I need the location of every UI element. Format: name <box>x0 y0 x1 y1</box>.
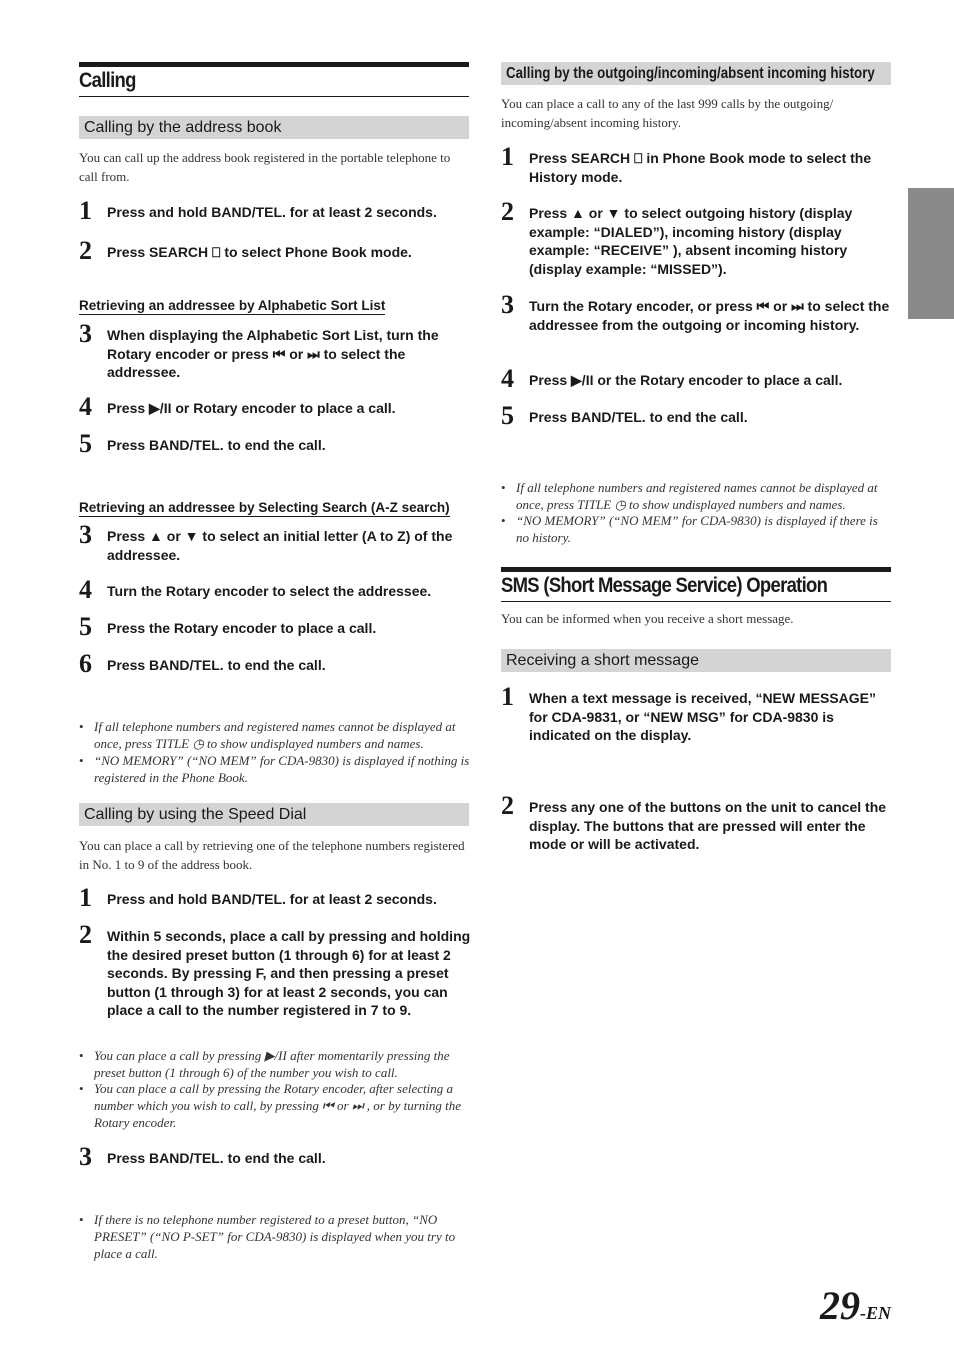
step-text: When a text message is received, “NEW MESSAGE” for CDA-9831, or “NEW MSG” for CDA-9830 is indicated on the display. <box>529 690 877 743</box>
step-number: 3 <box>79 520 92 549</box>
note: • “NO MEMORY” (“NO MEM” for CDA-9830) is displayed if nothing is registered in the Phone Book. <box>79 753 470 785</box>
address-book-header: Calling by the address book <box>79 116 469 139</box>
step-text: Press BAND/TEL. to end the call. <box>529 409 748 425</box>
step-number: 5 <box>79 429 92 458</box>
step-number: 3 <box>79 1142 92 1171</box>
step-number: 1 <box>79 196 92 225</box>
step <box>501 401 893 430</box>
sms-intro: You can be informed when you receive a short message. <box>501 611 794 626</box>
step <box>501 364 893 393</box>
step <box>79 520 471 564</box>
step-text: Within 5 seconds, place a call by pressing and holding the desired preset button (1 through 6) for at least 2 seconds. By pressing F, and then pressing a preset button (1 through 3) for at least 2 seconds, you can place a call to the number registered in 7 to 9. <box>107 928 471 1018</box>
step-text: Press and hold BAND/TEL. for at least 2 seconds. <box>107 204 437 220</box>
calling-heading: Calling <box>79 62 469 97</box>
step-number: 2 <box>501 791 514 820</box>
step <box>79 575 471 604</box>
step-number: 4 <box>79 575 92 604</box>
alpha-sort-subheading: Retrieving an addressee by Alphabetic Sort List <box>79 298 386 313</box>
step-text: Press SEARCH ⎕ in Phone Book mode to select the History mode. <box>529 150 872 185</box>
step <box>79 883 471 912</box>
step-text: Press BAND/TEL. to end the call. <box>107 437 326 453</box>
speed-dial-header: Calling by using the Speed Dial <box>79 803 469 826</box>
step <box>501 682 893 745</box>
note: • If there is no telephone number registered to a preset button, “NO PRESET” (“NO P-SET” for CDA-9830) is displayed when you try to place a call. <box>79 1212 456 1261</box>
step-number: 1 <box>79 883 92 912</box>
step-text: Press SEARCH ⎕ to select Phone Book mode. <box>107 244 412 260</box>
note: • You can place a call by pressing ▶/II after momentarily pressing the preset button (1 through 6) of the number you wish to call. <box>79 1048 450 1080</box>
note: • If all telephone numbers and registered names cannot be displayed at once, press TITLE ◷ to show undisplayed numbers and names. <box>79 719 456 751</box>
step-number: 3 <box>501 290 514 319</box>
step <box>79 319 471 382</box>
step-number: 2 <box>501 197 514 226</box>
section-thumb-tab <box>908 188 954 319</box>
step <box>79 612 471 641</box>
step-text: Press ▶/II or Rotary encoder to place a call. <box>107 400 396 416</box>
step-text: Press and hold BAND/TEL. for at least 2 seconds. <box>107 891 437 907</box>
step-number: 1 <box>501 142 514 171</box>
step <box>501 197 893 278</box>
step-text: When displaying the Alphabetic Sort List, turn the Rotary encoder or press ⏮ or ⏭ to select the addressee. <box>107 327 439 380</box>
step-number: 1 <box>501 682 514 711</box>
history-intro: You can place a call to any of the last 999 calls by the outgoing/ incoming/absent incoming history. <box>501 96 834 130</box>
step <box>79 920 471 1020</box>
step-text: Press ▶/II or the Rotary encoder to place a call. <box>529 372 843 388</box>
step <box>79 1142 471 1171</box>
receiving-header: Receiving a short message <box>501 649 891 672</box>
step-number: 2 <box>79 920 92 949</box>
speed-dial-intro: You can place a call by retrieving one of the telephone numbers registered in No. 1 to 9 of the address book. <box>79 838 465 872</box>
step-number: 3 <box>79 319 92 348</box>
az-search-subheading: Retrieving an addressee by Selecting Search (A-Z search) <box>79 500 450 515</box>
step-text: Press any one of the buttons on the unit to cancel the display. The buttons that are pressed will enter the mode or will be activated. <box>529 799 887 852</box>
step-text: Press ▲ or ▼ to select outgoing history (display example: “DIALED”), incoming history (display example: “RECEIVE” ), absent incoming history (display example: “MISSED”). <box>529 205 853 277</box>
step-text: Press BAND/TEL. to end the call. <box>107 1150 326 1166</box>
step-number: 2 <box>79 236 92 265</box>
note: • “NO MEMORY” (“NO MEM” for CDA-9830) is displayed if there is no history. <box>501 513 878 545</box>
step <box>79 429 471 458</box>
step-text: Turn the Rotary encoder, or press ⏮ or ⏭ to select the addressee from the outgoing or incoming history. <box>529 298 890 333</box>
sms-heading: SMS (Short Message Service) Operation <box>501 567 891 602</box>
step-number: 4 <box>79 392 92 421</box>
step <box>501 142 893 186</box>
step-text: Turn the Rotary encoder to select the addressee. <box>107 583 432 599</box>
step <box>79 392 471 421</box>
step-text: Press the Rotary encoder to place a call. <box>107 620 377 636</box>
step-text: Press ▲ or ▼ to select an initial letter (A to Z) of the addressee. <box>107 528 453 563</box>
step-number: 5 <box>79 612 92 641</box>
page-number: 29-EN <box>820 1283 891 1328</box>
note: • You can place a call by pressing the Rotary encoder, after selecting a number which you wish to call, by pressing ⏮ or ⏭ , or by turning the Rotary encoder. <box>79 1081 462 1130</box>
address-book-intro: You can call up the address book registered in the portable telephone to call from. <box>79 150 451 184</box>
step <box>79 649 471 678</box>
step <box>501 290 893 334</box>
step-number: 4 <box>501 364 514 393</box>
step <box>79 236 471 265</box>
note: • If all telephone numbers and registered names cannot be displayed at once, press TITLE ◷ to show undisplayed numbers and names. <box>501 480 878 512</box>
step <box>501 791 893 854</box>
step-text: Press BAND/TEL. to end the call. <box>107 657 326 673</box>
step-number: 6 <box>79 649 92 678</box>
step-number: 5 <box>501 401 514 430</box>
history-header: Calling by the outgoing/incoming/absent incoming history <box>501 62 891 85</box>
step <box>79 196 471 225</box>
